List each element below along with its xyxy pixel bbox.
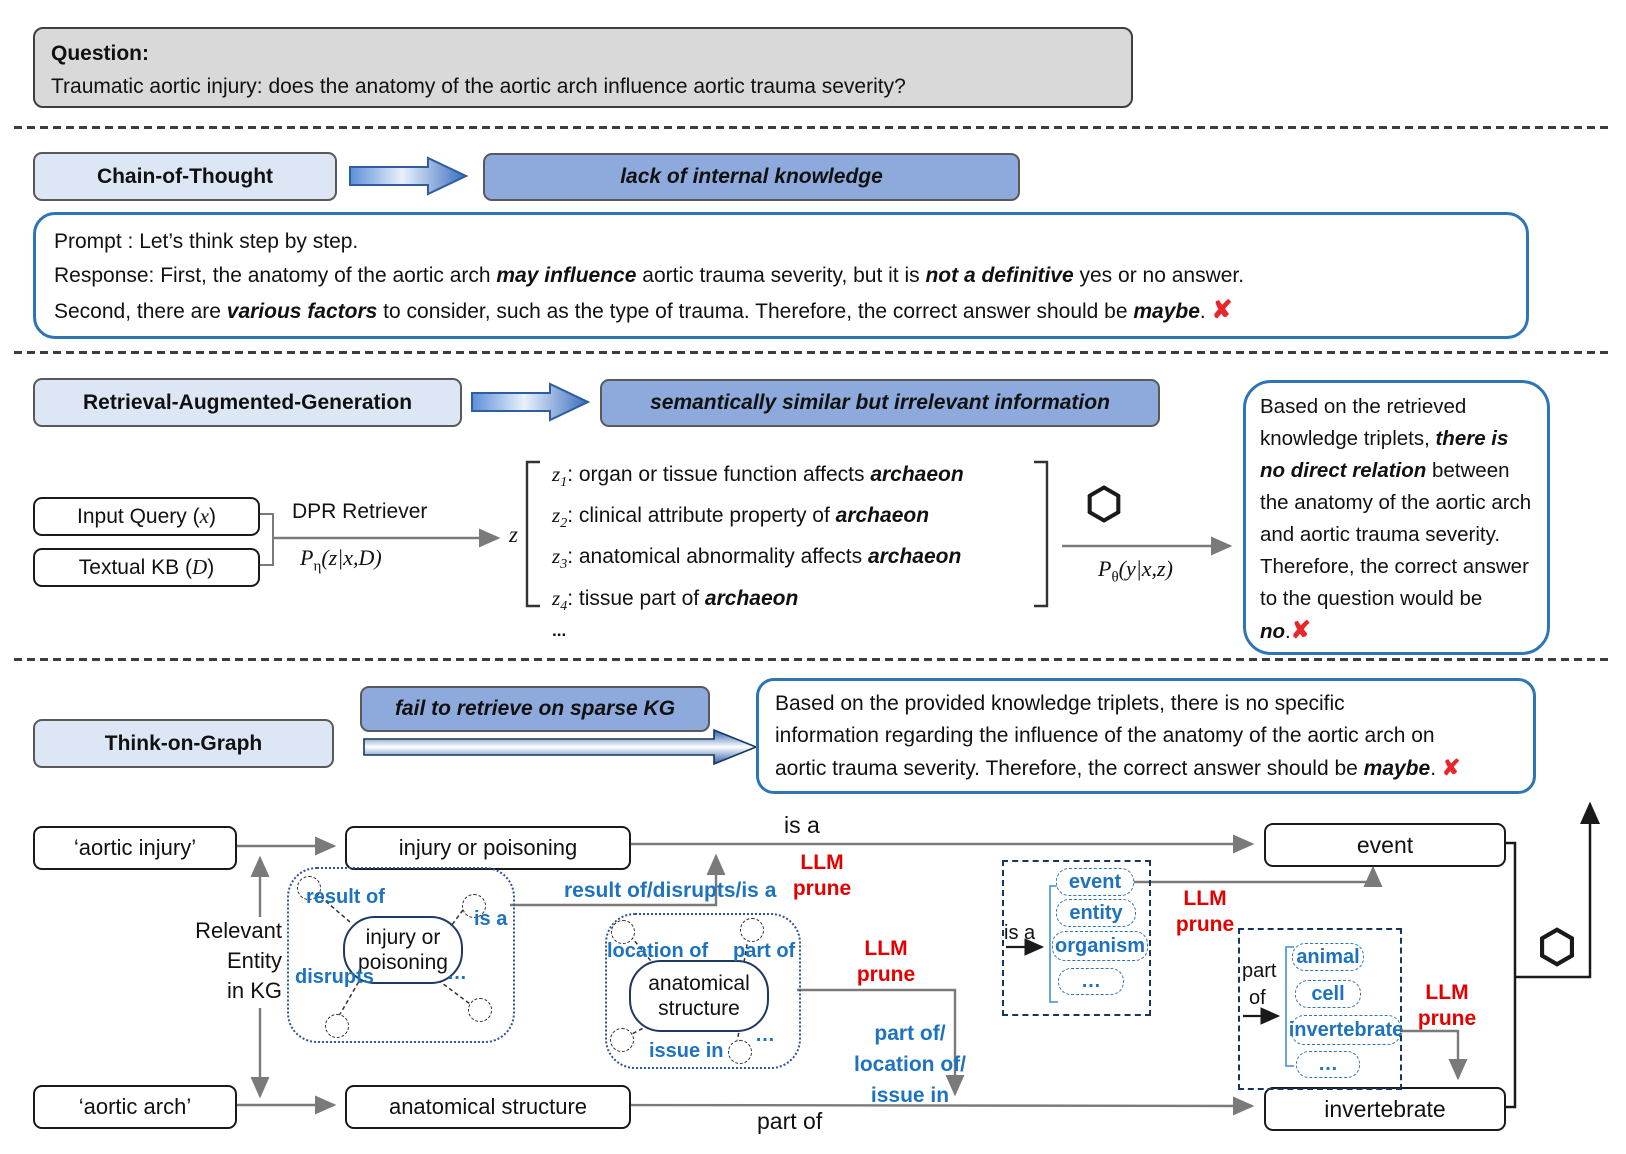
candidate-pill-ellipsis: … [1058, 968, 1124, 995]
candidate-pill-cell: cell [1295, 980, 1361, 1008]
node-injury-or-poisoning: injury or poisoning [345, 826, 631, 870]
z-triplet-list [552, 458, 964, 639]
edge-label-part-of-location-of-issue-in: part of/ location of/ issue in [854, 1022, 966, 1107]
kg-neighbor-node-icon [325, 1014, 349, 1038]
issue-rag-text: semantically similar but irrelevant information [650, 391, 1110, 414]
relevant-entity-label: Relevant Entity in KG [195, 918, 282, 1003]
candidate-pill-animal: animal [1292, 943, 1364, 971]
question-text: Traumatic aortic injury: does the anatomy of the aortic arch influence aortic trauma severity? [51, 75, 906, 98]
p-eta-formula: $P_\eta(z|x,D)$ [300, 545, 382, 575]
relation-ellipsis: … [447, 962, 467, 984]
right-arrow-icon [470, 382, 592, 422]
entity-aortic-injury: ‘aortic injury’ [33, 826, 237, 870]
relation-disrupts: disrupts [295, 966, 374, 988]
wrong-mark-icon: ✘ [1290, 617, 1311, 644]
method-label-cot [33, 152, 337, 201]
candidate-is-a-label: is a [1004, 922, 1036, 944]
candidate-pill-invertebrate: invertebrate [1291, 1015, 1401, 1045]
cot-prompt-line: Prompt : Let’s think step by step. [54, 230, 359, 253]
method-label-tog [33, 719, 334, 768]
llm-prune-label: LLM prune [856, 937, 916, 986]
edge-label-result-of-disrupts-is-a: result of/disrupts/is a [564, 879, 777, 902]
openai-logo-icon [1082, 482, 1126, 526]
p-theta-formula: $P_\theta(y|x,z)$ [1098, 556, 1173, 586]
relation-ellipsis: … [755, 1024, 775, 1046]
node-invertebrate: invertebrate [1264, 1087, 1506, 1131]
kg-neighbor-node-icon [610, 1028, 634, 1052]
question-box [33, 27, 1133, 108]
rag-answer-box: Based on the retrieved knowledge triplets, there is no direct relation between the anatomy of the aortic arch and aortic trauma severity. Therefore, the correct answer to the question would be no.✘ [1243, 380, 1550, 655]
candidate-pill-ellipsis: … [1296, 1051, 1360, 1078]
candidate-pill-organism: organism [1052, 931, 1148, 961]
dpr-retriever-label: DPR Retriever [292, 500, 428, 523]
method-label-rag-text: Retrieval-Augmented-Generation [82, 390, 413, 414]
right-arrow-icon [348, 156, 470, 196]
llm-prune-label: LLM prune [792, 851, 852, 900]
relation-issue-in: issue in [649, 1040, 724, 1062]
candidate-pill-event: event [1056, 868, 1134, 896]
method-label-cot-text: Chain-of-Thought [96, 164, 274, 188]
method-label-tog-text: Think-on-Graph [104, 731, 263, 755]
issue-tog-text: fail to retrieve on sparse KG [394, 697, 676, 720]
subgraph2-center-node: anatomical structure [629, 960, 769, 1032]
question-title: Question: [51, 42, 149, 65]
tog-answer-box: Based on the provided knowledge triplets, there is no specific information regarding the influence of the anatomy of the aortic arch on aortic trauma severity. Therefore, the correct answer should be maybe. ✘ [756, 678, 1536, 794]
cot-response-line1: Response: First, the anatomy of the aortic arch may influence aortic trauma severity, but it is not a definitive yes or no answer. [54, 264, 1245, 287]
relation-location-of: location of [607, 940, 709, 962]
kg-neighbor-node-icon [728, 1040, 752, 1064]
z-item: $z_1$: organ or tissue function affects archaeon [552, 462, 964, 491]
candidate-part-label: part [1242, 960, 1277, 982]
candidate-pill-entity: entity [1056, 899, 1136, 927]
method-label-rag [33, 378, 462, 427]
cot-response-box [33, 212, 1529, 339]
long-right-arrow-icon [362, 727, 760, 767]
wrong-mark-icon: ✘ [1441, 755, 1461, 780]
z-item: $z_4$: tissue part of archaeon [552, 585, 799, 614]
relation-is-a: is a [474, 908, 508, 930]
candidate-of-label: of [1249, 987, 1266, 1009]
edge-label-is-a: is a [784, 812, 820, 838]
kg-neighbor-node-icon [740, 918, 764, 942]
wrong-mark-icon: ✘ [1211, 296, 1233, 324]
cot-response-line2: Second, there are various factors to consider, such as the type of trauma. Therefore, the correct answer should be maybe. ✘ [54, 296, 1233, 324]
issue-cot-text: lack of internal knowledge [620, 165, 883, 188]
input-query-box: Input Query ( x ) [33, 497, 260, 536]
z-ellipsis: ... [552, 620, 567, 640]
relation-part-of: part of [733, 940, 796, 962]
issue-box-cot [483, 153, 1020, 201]
issue-box-tog [360, 686, 710, 732]
entity-aortic-arch: ‘aortic arch’ [33, 1085, 237, 1129]
node-event: event [1264, 823, 1506, 867]
edge-label-part-of: part of [757, 1108, 823, 1134]
z-item: $z_3$: anatomical abnormality affects archaeon [552, 544, 962, 573]
openai-logo-icon [1534, 924, 1580, 970]
llm-prune-label: LLM prune [1175, 887, 1235, 936]
node-anatomical-structure: anatomical structure [345, 1085, 631, 1129]
issue-box-rag [600, 379, 1160, 427]
z-item: $z_2$: clinical attribute property of archaeon [552, 503, 930, 532]
llm-prune-label: LLM prune [1417, 981, 1477, 1030]
z-variable: z [509, 522, 518, 547]
kg-neighbor-node-icon [468, 998, 492, 1022]
subgraph1-center-node: injury or poisoning [343, 916, 463, 984]
relation-result-of: result of [306, 886, 385, 908]
textual-kb-box: Textual KB ( D ) [33, 548, 260, 587]
